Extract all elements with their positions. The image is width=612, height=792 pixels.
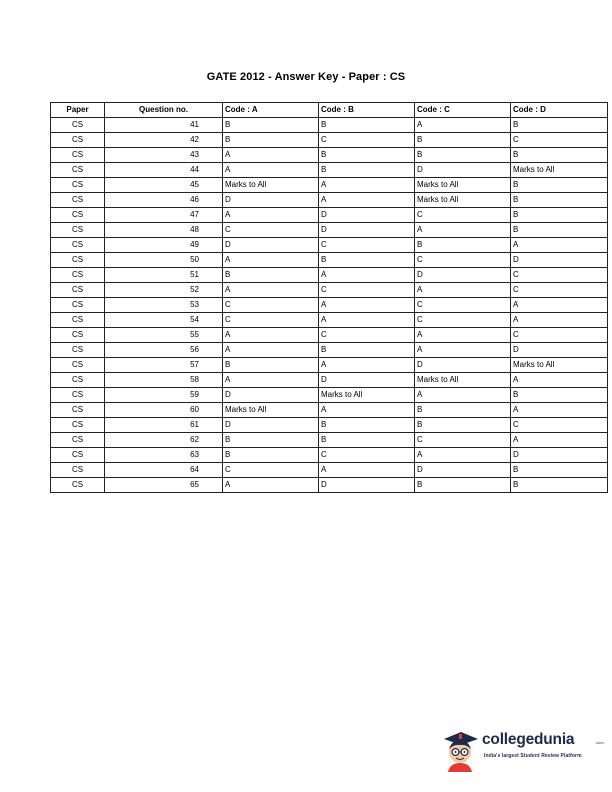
cell-code-b: D — [319, 208, 415, 223]
cell-paper: CS — [51, 298, 105, 313]
header-question-no: Question no. — [105, 103, 223, 118]
cell-code-d: C — [511, 283, 608, 298]
cell-code-a: Marks to All — [223, 178, 319, 193]
cell-code-a: B — [223, 268, 319, 283]
cell-paper: CS — [51, 403, 105, 418]
cell-code-a: C — [223, 313, 319, 328]
cell-code-d: C — [511, 328, 608, 343]
cell-question-no: 49 — [105, 238, 223, 253]
cell-code-b: A — [319, 268, 415, 283]
cell-code-a: B — [223, 118, 319, 133]
cell-question-no: 50 — [105, 253, 223, 268]
cell-code-b: Marks to All — [319, 388, 415, 403]
cell-code-a: B — [223, 133, 319, 148]
cell-code-a: B — [223, 433, 319, 448]
table-row — [51, 148, 608, 163]
cell-code-a: A — [223, 148, 319, 163]
cell-paper: CS — [51, 328, 105, 343]
cell-code-b: C — [319, 133, 415, 148]
cell-code-a: C — [223, 298, 319, 313]
cell-paper: CS — [51, 193, 105, 208]
page-title: GATE 2012 - Answer Key - Paper : CS — [206, 71, 406, 83]
cell-code-d: A — [511, 313, 608, 328]
cell-code-d: B — [511, 223, 608, 238]
cell-code-d: A — [511, 238, 608, 253]
table-row — [51, 178, 608, 193]
table-row — [51, 433, 608, 448]
cell-code-c: A — [415, 283, 511, 298]
cell-question-no: 64 — [105, 463, 223, 478]
cell-code-d: C — [511, 133, 608, 148]
cell-paper: CS — [51, 178, 105, 193]
cell-question-no: 60 — [105, 403, 223, 418]
cell-code-d: C — [511, 268, 608, 283]
cell-code-a: A — [223, 343, 319, 358]
cell-code-b: A — [319, 463, 415, 478]
cell-paper: CS — [51, 418, 105, 433]
cell-code-d: D — [511, 253, 608, 268]
cell-code-d: A — [511, 298, 608, 313]
cell-code-b: C — [319, 238, 415, 253]
cell-code-d: Marks to All — [511, 358, 608, 373]
cell-question-no: 41 — [105, 118, 223, 133]
header-code-b: Code : B — [319, 103, 415, 118]
cell-code-b: B — [319, 163, 415, 178]
cell-code-b: B — [319, 118, 415, 133]
cell-question-no: 61 — [105, 418, 223, 433]
cell-question-no: 51 — [105, 268, 223, 283]
cell-code-c: Marks to All — [415, 178, 511, 193]
cell-code-b: A — [319, 403, 415, 418]
cell-paper: CS — [51, 358, 105, 373]
cell-question-no: 48 — [105, 223, 223, 238]
cell-code-b: B — [319, 253, 415, 268]
cell-question-no: 42 — [105, 133, 223, 148]
cell-code-a: D — [223, 238, 319, 253]
cell-paper: CS — [51, 343, 105, 358]
table-row — [51, 478, 608, 493]
collegedunia-logo — [440, 728, 604, 772]
cell-question-no: 45 — [105, 178, 223, 193]
cell-paper: CS — [51, 253, 105, 268]
graduate-mascot-icon — [440, 728, 480, 772]
cell-paper: CS — [51, 223, 105, 238]
header-code-c: Code : C — [415, 103, 511, 118]
cell-code-c: B — [415, 133, 511, 148]
cell-code-c: C — [415, 298, 511, 313]
table-row — [51, 133, 608, 148]
cell-code-c: Marks to All — [415, 193, 511, 208]
table-row — [51, 358, 608, 373]
cell-question-no: 65 — [105, 478, 223, 493]
cell-code-d: D — [511, 343, 608, 358]
cell-code-b: A — [319, 313, 415, 328]
cell-code-d: D — [511, 448, 608, 463]
cell-code-c: C — [415, 253, 511, 268]
cell-code-d: C — [511, 418, 608, 433]
cell-code-c: C — [415, 208, 511, 223]
cell-question-no: 57 — [105, 358, 223, 373]
table-row — [51, 268, 608, 283]
cell-code-d: B — [511, 478, 608, 493]
cell-question-no: 63 — [105, 448, 223, 463]
cell-code-c: B — [415, 148, 511, 163]
cell-code-b: A — [319, 298, 415, 313]
cell-question-no: 52 — [105, 283, 223, 298]
cell-paper: CS — [51, 478, 105, 493]
cell-code-d: B — [511, 178, 608, 193]
cell-code-c: D — [415, 463, 511, 478]
cell-paper: CS — [51, 118, 105, 133]
cell-code-b: B — [319, 433, 415, 448]
cell-code-c: B — [415, 238, 511, 253]
cell-code-a: D — [223, 388, 319, 403]
cell-code-a: A — [223, 283, 319, 298]
header-code-a: Code : A — [223, 103, 319, 118]
logo-wordmark: collegedunia — [482, 731, 575, 748]
table-row — [51, 238, 608, 253]
table-row — [51, 463, 608, 478]
cell-question-no: 55 — [105, 328, 223, 343]
cell-code-b: C — [319, 448, 415, 463]
table-row — [51, 253, 608, 268]
cell-code-b: C — [319, 283, 415, 298]
table-row — [51, 388, 608, 403]
cell-question-no: 46 — [105, 193, 223, 208]
cell-code-c: D — [415, 163, 511, 178]
cell-question-no: 59 — [105, 388, 223, 403]
cell-paper: CS — [51, 163, 105, 178]
table-row — [51, 313, 608, 328]
cell-code-a: C — [223, 463, 319, 478]
cell-code-c: C — [415, 433, 511, 448]
cell-paper: CS — [51, 373, 105, 388]
cell-code-c: A — [415, 448, 511, 463]
table-row — [51, 343, 608, 358]
cell-paper: CS — [51, 388, 105, 403]
cell-code-a: D — [223, 193, 319, 208]
cell-question-no: 56 — [105, 343, 223, 358]
table-row — [51, 163, 608, 178]
cell-code-c: B — [415, 403, 511, 418]
cell-code-d: A — [511, 403, 608, 418]
cell-code-d: B — [511, 208, 608, 223]
cell-paper: CS — [51, 238, 105, 253]
cell-paper: CS — [51, 313, 105, 328]
table-row — [51, 448, 608, 463]
table-row — [51, 223, 608, 238]
cell-paper: CS — [51, 268, 105, 283]
cell-question-no: 53 — [105, 298, 223, 313]
cell-paper: CS — [51, 433, 105, 448]
cell-code-b: B — [319, 148, 415, 163]
cell-code-c: A — [415, 118, 511, 133]
cell-question-no: 62 — [105, 433, 223, 448]
cell-code-a: A — [223, 253, 319, 268]
cell-code-c: A — [415, 328, 511, 343]
table-row — [51, 373, 608, 388]
cell-code-c: C — [415, 313, 511, 328]
cell-code-d: Marks to All — [511, 163, 608, 178]
cell-code-b: D — [319, 373, 415, 388]
cell-code-a: A — [223, 373, 319, 388]
cell-question-no: 47 — [105, 208, 223, 223]
cell-code-c: D — [415, 358, 511, 373]
cell-paper: CS — [51, 148, 105, 163]
cell-question-no: 58 — [105, 373, 223, 388]
table-row — [51, 298, 608, 313]
cell-code-c: A — [415, 343, 511, 358]
cell-paper: CS — [51, 133, 105, 148]
header-code-d: Code : D — [511, 103, 608, 118]
cell-code-a: D — [223, 418, 319, 433]
cell-code-b: B — [319, 343, 415, 358]
cell-code-c: D — [415, 268, 511, 283]
table-row — [51, 283, 608, 298]
cell-code-a: B — [223, 358, 319, 373]
cell-code-c: B — [415, 478, 511, 493]
cell-code-d: A — [511, 433, 608, 448]
cell-code-d: A — [511, 373, 608, 388]
cell-code-d: B — [511, 193, 608, 208]
table-row — [51, 328, 608, 343]
cell-code-c: A — [415, 388, 511, 403]
cell-code-d: B — [511, 118, 608, 133]
cell-paper: CS — [51, 448, 105, 463]
cell-code-d: B — [511, 388, 608, 403]
cell-code-a: B — [223, 448, 319, 463]
cell-code-b: A — [319, 178, 415, 193]
cell-code-a: A — [223, 208, 319, 223]
cell-code-b: A — [319, 193, 415, 208]
cell-question-no: 43 — [105, 148, 223, 163]
cell-code-a: A — [223, 478, 319, 493]
table-row — [51, 118, 608, 133]
cell-code-c: Marks to All — [415, 373, 511, 388]
cell-question-no: 44 — [105, 163, 223, 178]
cell-code-b: B — [319, 418, 415, 433]
cell-code-b: D — [319, 478, 415, 493]
cell-code-a: A — [223, 328, 319, 343]
cell-code-b: A — [319, 358, 415, 373]
table-header-row — [51, 103, 608, 118]
cell-code-b: D — [319, 223, 415, 238]
table-row — [51, 208, 608, 223]
cell-code-a: C — [223, 223, 319, 238]
header-paper: Paper — [51, 103, 105, 118]
cell-code-a: Marks to All — [223, 403, 319, 418]
cell-question-no: 54 — [105, 313, 223, 328]
cell-paper: CS — [51, 283, 105, 298]
logo-tagline: India's largest Student Review Platform — [484, 753, 582, 759]
table-row — [51, 418, 608, 433]
table-row — [51, 403, 608, 418]
cell-code-a: A — [223, 163, 319, 178]
cell-paper: CS — [51, 208, 105, 223]
cell-code-c: B — [415, 418, 511, 433]
cell-paper: CS — [51, 463, 105, 478]
answer-key-table — [50, 102, 608, 493]
cell-code-c: A — [415, 223, 511, 238]
table-row — [51, 193, 608, 208]
logo-domain: .com — [595, 740, 604, 745]
cell-code-d: B — [511, 148, 608, 163]
cell-code-d: B — [511, 463, 608, 478]
cell-code-b: C — [319, 328, 415, 343]
